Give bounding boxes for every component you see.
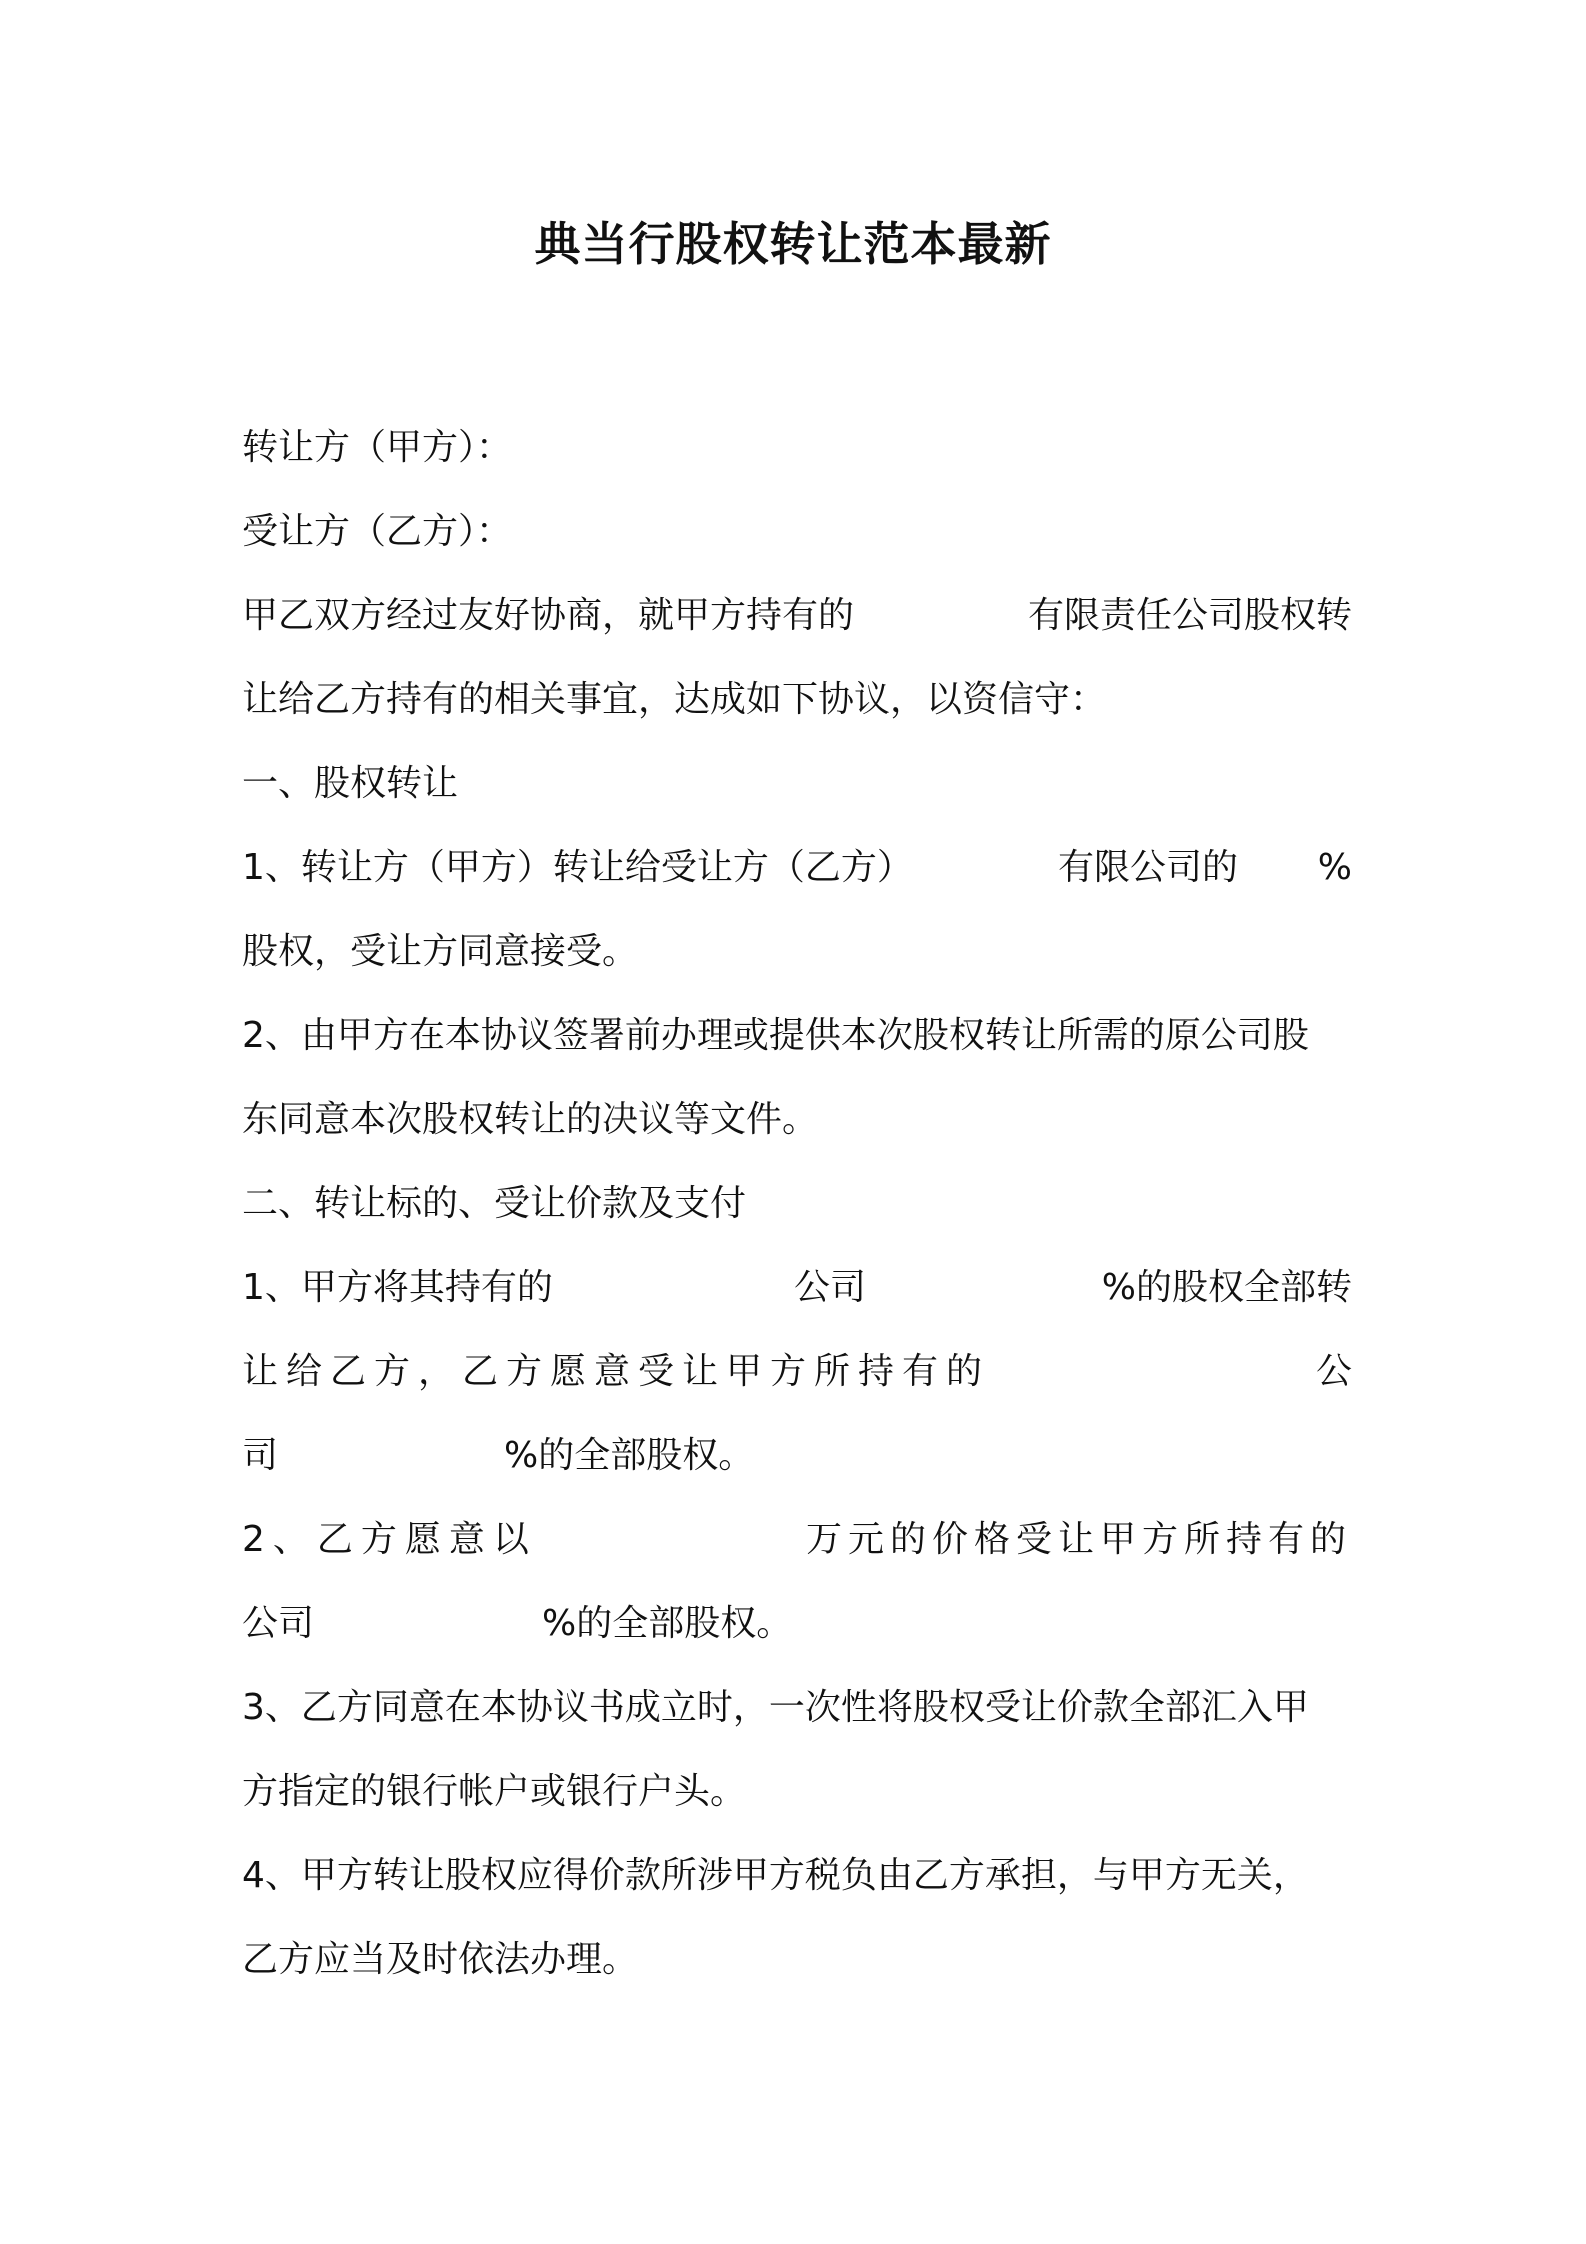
paragraph-line (242, 490, 1352, 574)
clause-text: % (1317, 847, 1352, 888)
paragraph-line (242, 658, 1352, 742)
clause-text: 2、由甲方在本协议签署前办理或提供本次股权转让所需的原公司股 (242, 1015, 1309, 1056)
clause-text: 公司 (242, 1603, 315, 1644)
clause-text: 公司 (794, 1267, 867, 1308)
section-1-title: 一、股权转让 (242, 763, 459, 804)
paragraph-line (242, 994, 1352, 1078)
clause-text: 乙方应当及时依法办理。 (242, 1939, 639, 1980)
clause-text: 2、乙方愿意以 (242, 1519, 537, 1560)
section-heading (242, 1162, 1352, 1246)
clause-text: 万元的价格受让甲方所持有的 (805, 1519, 1352, 1560)
clause-text: 3、乙方同意在本协议书成立时，一次性将股权受让价款全部汇入甲 (242, 1687, 1309, 1728)
paragraph-line (242, 910, 1352, 994)
clause-text: 4、甲方转让股权应得价款所涉甲方税负由乙方承担，与甲方无关， (242, 1855, 1309, 1896)
paragraph-line (242, 574, 1352, 658)
paragraph-line (242, 1498, 1352, 1582)
intro-text: 甲乙双方经过友好协商，就甲方持有的 (242, 595, 855, 636)
clause-text: %的全部股权。 (504, 1435, 755, 1476)
paragraph-line (242, 1246, 1352, 1330)
clause-text: 1、甲方将其持有的 (242, 1267, 553, 1308)
clause-text: 1、转让方（甲方）转让给受让方（乙方） (242, 847, 913, 888)
paragraph-line (242, 1414, 1352, 1498)
paragraph-line (242, 1078, 1352, 1162)
clause-text: 股权，受让方同意接受。 (242, 931, 639, 972)
paragraph-line (242, 1582, 1352, 1666)
intro-text: 有限责任公司股权转 (1027, 595, 1352, 636)
document-title: 典当行股权转让范本最新 (534, 217, 1052, 271)
document-body (242, 406, 1352, 2002)
clause-text: 东同意本次股权转让的决议等文件。 (242, 1099, 819, 1140)
clause-text: 公 (1315, 1351, 1352, 1392)
clause-text: 有限公司的 (1058, 847, 1239, 888)
paragraph-line (242, 1666, 1352, 1750)
clause-text: 让给乙方，乙方愿意受让甲方所持有的 (242, 1351, 991, 1392)
section-2-title: 二、转让标的、受让价款及支付 (242, 1183, 747, 1224)
clause-text: %的全部股权。 (542, 1603, 793, 1644)
paragraph-line (242, 1750, 1352, 1834)
paragraph-line (242, 1330, 1352, 1414)
paragraph-line (242, 1918, 1352, 2002)
paragraph-line (242, 826, 1352, 910)
paragraph-line (242, 1834, 1352, 1918)
transferor-label: 转让方（甲方）： (242, 427, 513, 468)
paragraph-line (242, 406, 1352, 490)
intro-text: 让给乙方持有的相关事宜，达成如下协议，以资信守： (242, 679, 1107, 720)
transferee-label: 受让方（乙方）： (242, 511, 513, 552)
clause-text: %的股权全部转 (1101, 1267, 1352, 1308)
clause-text: 方指定的银行帐户或银行户头。 (242, 1771, 747, 1812)
section-heading (242, 742, 1352, 826)
clause-text: 司 (242, 1435, 279, 1476)
